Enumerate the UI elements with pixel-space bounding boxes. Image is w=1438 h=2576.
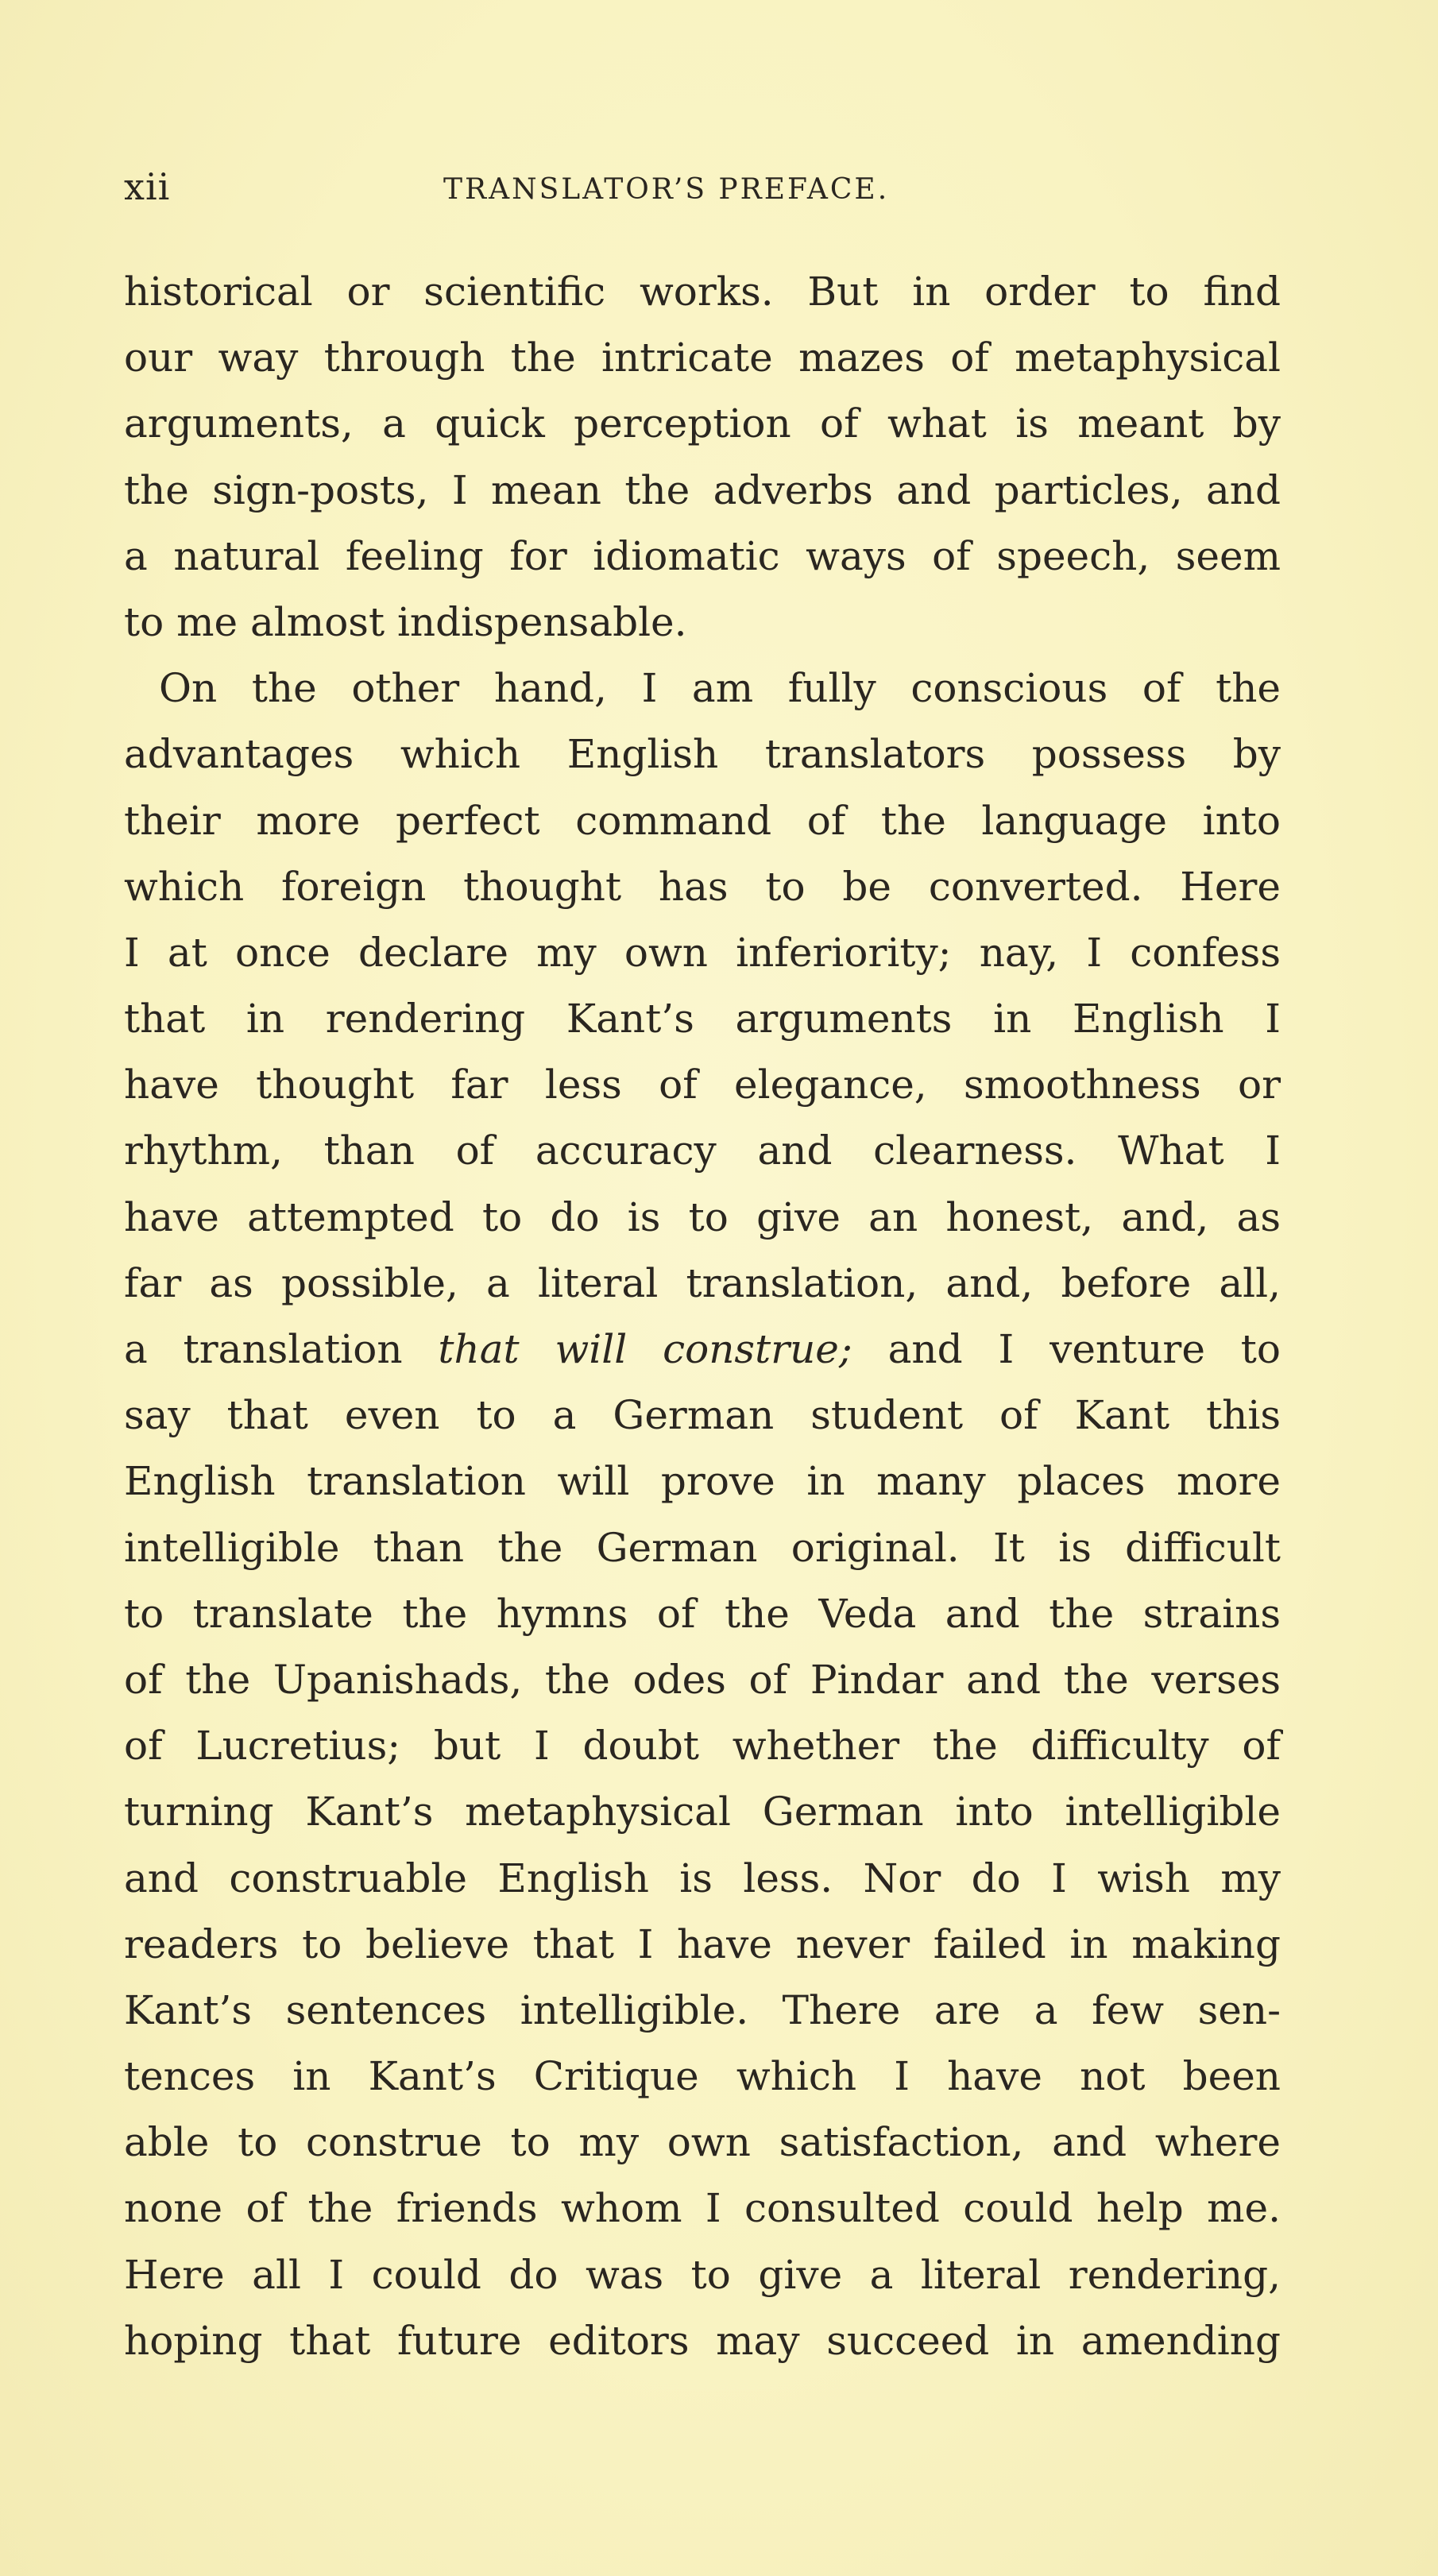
text-line: advantages which English translators possess by (124, 731, 1281, 778)
text-line: our way through the intricate mazes of metaphysical (124, 335, 1281, 381)
text-line: to translate the hymns of the Veda and the strains (124, 1590, 1281, 1637)
text-line: to me almost indispensable. (124, 598, 687, 645)
text-line: readers to believe that I have never failed in making (124, 1920, 1281, 1967)
text-line: turning Kant’s metaphysical German into intelligible (124, 1789, 1281, 1835)
text-line: have thought far less of elegance, smoothness or (124, 1062, 1281, 1108)
text-line-after: and I venture to (852, 1326, 1281, 1372)
body-text (124, 259, 1281, 2374)
text-line: far as possible, a literal translation, and, before all, (124, 1259, 1281, 1306)
text-line: which foreign thought has to be converted. Here (124, 863, 1281, 910)
text-line: able to construe to my own satisfaction, and where (124, 2119, 1281, 2166)
text-line: intelligible than the German original. It is difficult (124, 1524, 1281, 1571)
text-line: hoping that future editors may succeed in amending (124, 2317, 1281, 2364)
text-line: tences in Kant’s Critique which I have not been (124, 2053, 1281, 2100)
emphasis: that will construe; (438, 1326, 852, 1372)
running-head: TRANSLATOR’S PREFACE. (443, 173, 890, 206)
text-line: On the other hand, I am fully conscious of the (159, 665, 1281, 712)
text-line: arguments, a quick perception of what is meant by (124, 400, 1281, 447)
text-line: Kant’s sentences intelligible. There are a few sen- (124, 1986, 1281, 2033)
text-line: and construable English is less. Nor do I wish my (124, 1855, 1281, 1901)
text-line: the sign-posts, I mean the adverbs and particles, and (124, 466, 1281, 513)
page-header (124, 165, 1276, 221)
text-line: of the Upanishads, the odes of Pindar and the verses (124, 1656, 1281, 1703)
text-line-before: a translation (124, 1326, 439, 1372)
text-line: I at once declare my own inferiority; nay, I confess (124, 929, 1281, 976)
text-line: their more perfect command of the language into (124, 797, 1281, 844)
page-number: xii (124, 165, 171, 208)
text-line: of Lucretius; but I doubt whether the difficulty of (124, 1723, 1281, 1770)
text-line: a natural feeling for idiomatic ways of speech, seem (124, 532, 1281, 579)
text-line (124, 1317, 1281, 1383)
text-line: that in rendering Kant’s arguments in English I (124, 996, 1281, 1042)
text-line: say that even to a German student of Kant this (124, 1392, 1281, 1439)
text-line: English translation will prove in many places more (124, 1458, 1281, 1505)
text-line: have attempted to do is to give an honest, and, as (124, 1193, 1281, 1240)
text-line: none of the friends whom I consulted could help me. (124, 2185, 1281, 2232)
text-line: rhythm, than of accuracy and clearness. What I (124, 1127, 1281, 1174)
text-line: historical or scientific works. But in order to find (124, 269, 1281, 315)
text-line: Here all I could do was to give a literal rendering, (124, 2251, 1281, 2298)
